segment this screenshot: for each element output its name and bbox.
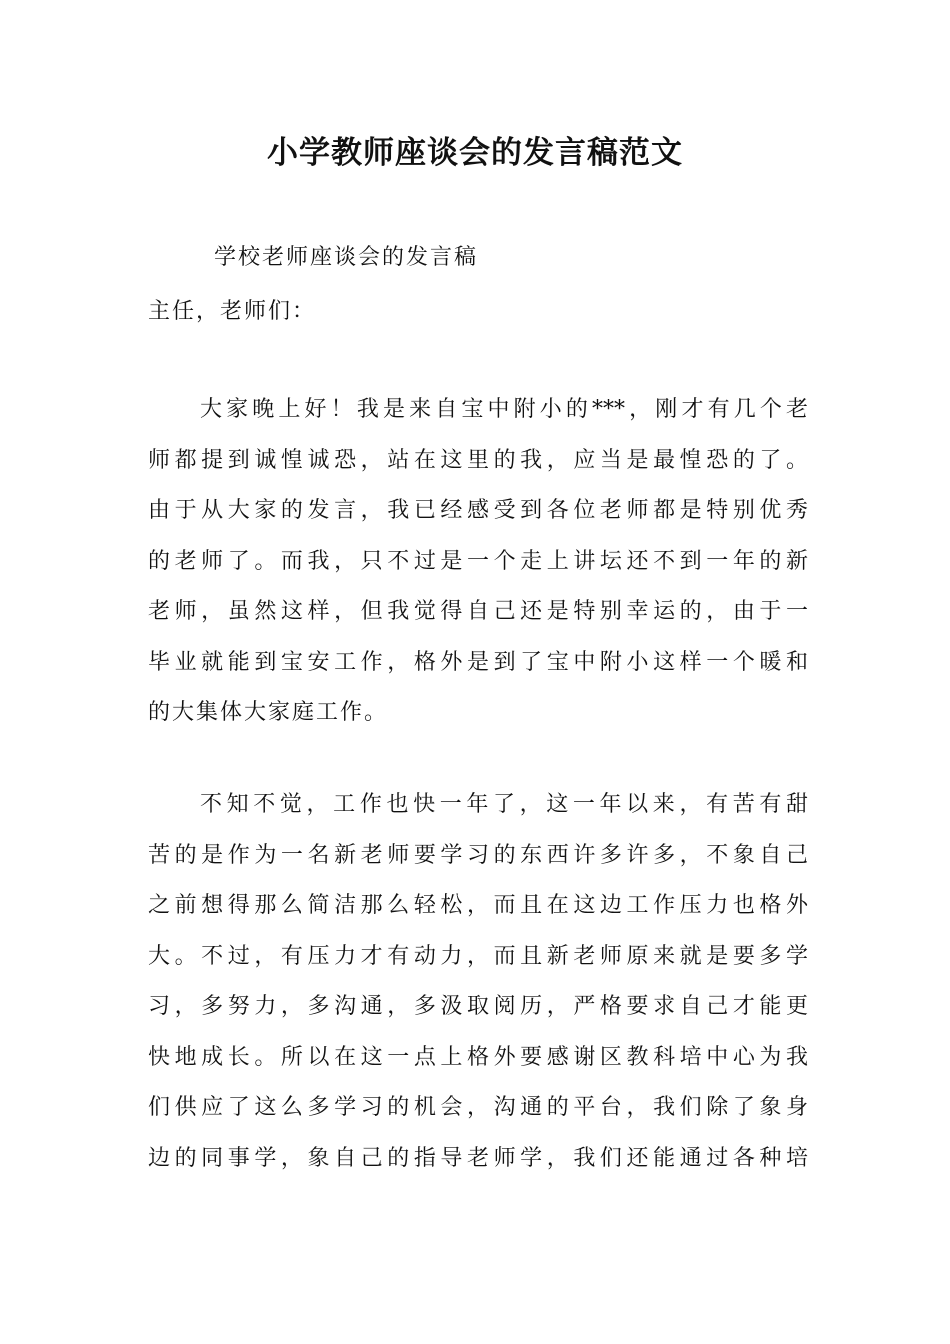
text-line: 由于从大家的发言，我已经感受到各位老师都是特别优秀 — [148, 498, 808, 523]
document-subtitle: 学校老师座谈会的发言稿 — [214, 245, 479, 270]
text-line: 之前想得那么简洁那么轻松，而且在这边工作压力也格外 — [148, 893, 808, 918]
text-line: 们供应了这么多学习的机会，沟通的平台，我们除了象身 — [148, 1095, 808, 1120]
paragraph-2 — [148, 780, 808, 1184]
paragraph-1 — [148, 385, 808, 739]
text-line: 习，多努力，多沟通，多汲取阅历，严格要求自己才能更 — [148, 994, 808, 1019]
text-line: 苦的是作为一名新老师要学习的东西许多许多，不象自己 — [148, 842, 808, 868]
text-line: 边的同事学，象自己的指导老师学，我们还能通过各种培 — [148, 1145, 808, 1171]
text-line: 大。不过，有压力才有动力，而且新老师原来就是要多学 — [148, 943, 808, 969]
text-line: 不知不觉，工作也快一年了，这一年以来，有苦有甜 — [200, 792, 808, 817]
text-line: 毕业就能到宝安工作，格外是到了宝中附小这样一个暖和 — [148, 649, 808, 675]
text-line: 快地成长。所以在这一点上格外要感谢区教科培中心为我 — [148, 1044, 808, 1070]
text-line: 的老师了。而我，只不过是一个走上讲坛还不到一年的新 — [148, 548, 808, 574]
document-title: 小学教师座谈会的发言稿范文 — [267, 135, 683, 171]
text-line: 师都提到诚惶诚恐，站在这里的我，应当是最惶恐的了。 — [148, 447, 808, 473]
text-line: 老师，虽然这样，但我觉得自己还是特别幸运的，由于一 — [148, 599, 808, 624]
text-line: 的大集体大家庭工作。 — [148, 700, 389, 725]
salutation: 主任，老师们： — [148, 299, 317, 324]
text-line: 大家晚上好！我是来自宝中附小的***，刚才有几个老 — [200, 397, 808, 422]
